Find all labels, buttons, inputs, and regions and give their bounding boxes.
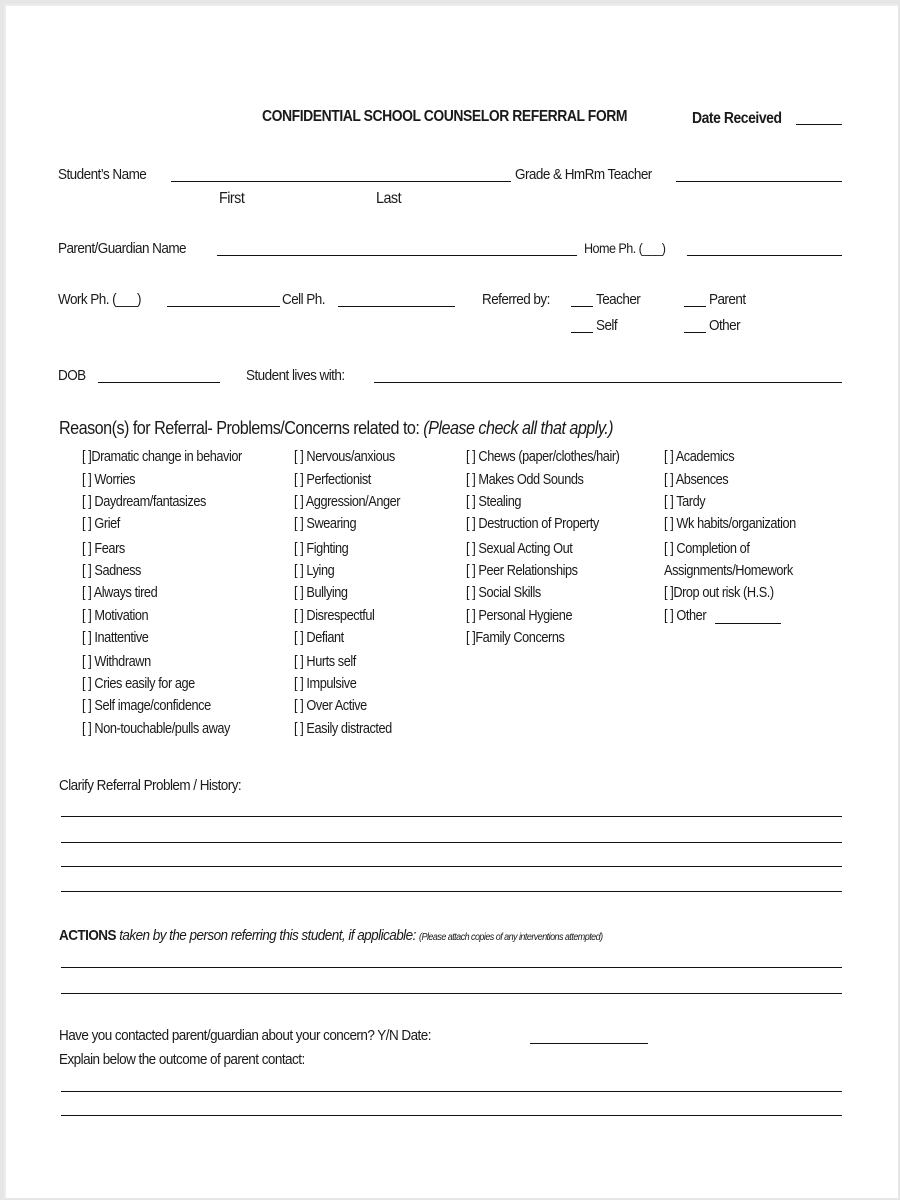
clarify-line-2[interactable] — [61, 842, 842, 843]
checkbox-item[interactable]: [ ] Sexual Acting Out — [466, 541, 573, 557]
checkbox-item[interactable]: [ ] Destruction of Property — [466, 516, 599, 532]
student-name-field[interactable] — [171, 181, 511, 182]
clarify-label: Clarify Referral Problem / History: — [59, 777, 242, 794]
home-phone-label: Home Ph. (___) — [584, 240, 666, 256]
referred-other-option: Other — [709, 317, 741, 334]
checkbox-item[interactable]: [ ] Other — [664, 608, 707, 624]
checkbox-item[interactable]: [ ] Makes Odd Sounds — [466, 472, 584, 488]
cell-phone-label: Cell Ph. — [282, 291, 325, 308]
grade-teacher-label: Grade & HmRm Teacher — [515, 166, 652, 183]
checkbox-item[interactable]: [ ]Dramatic change in behavior — [82, 449, 242, 465]
checkbox-item[interactable]: [ ] Nervous/anxious — [294, 449, 395, 465]
grade-teacher-field[interactable] — [676, 181, 842, 182]
checkbox-item[interactable]: [ ] Absences — [664, 472, 729, 488]
work-phone-field[interactable] — [167, 306, 280, 307]
parent-contact-explain-label: Explain below the outcome of parent contact: — [59, 1051, 305, 1068]
referred-teacher-option: Teacher — [596, 291, 641, 308]
checkbox-item[interactable]: [ ] Disrespectful — [294, 608, 375, 624]
referred-self-option: Self — [596, 317, 618, 334]
checkbox-item[interactable]: [ ] Wk habits/organization — [664, 516, 796, 532]
actions-label-bold: ACTIONS — [59, 927, 116, 944]
checkbox-item[interactable]: [ ] Hurts self — [294, 654, 356, 670]
parent-contact-line-2[interactable] — [61, 1115, 842, 1116]
form-title: CONFIDENTIAL SCHOOL COUNSELOR REFERRAL FORM — [262, 108, 628, 125]
checkbox-item[interactable]: [ ] Stealing — [466, 494, 522, 510]
clarify-line-3[interactable] — [61, 866, 842, 867]
other-reason-field[interactable] — [715, 623, 781, 624]
checkbox-item[interactable]: [ ] Non-touchable/pulls away — [82, 721, 230, 737]
referred-parent-blank[interactable] — [684, 306, 706, 307]
checkbox-item[interactable]: [ ] Self image/confidence — [82, 698, 211, 714]
reasons-heading — [59, 418, 613, 439]
checkbox-item[interactable]: [ ] Withdrawn — [82, 654, 151, 670]
form-page — [4, 4, 898, 1198]
checkbox-item[interactable]: [ ] Impulsive — [294, 676, 357, 692]
checkbox-item[interactable]: [ ] Fighting — [294, 541, 349, 557]
checkbox-item[interactable]: [ ] Swearing — [294, 516, 357, 532]
checkbox-item[interactable]: [ ] Bullying — [294, 585, 348, 601]
checkbox-item[interactable]: [ ] Academics — [664, 449, 735, 465]
referred-other-blank[interactable] — [684, 332, 706, 333]
checkbox-item[interactable]: [ ] Lying — [294, 563, 335, 579]
parent-contact-question: Have you contacted parent/guardian about your concern? Y/N Date: — [59, 1027, 431, 1044]
checkbox-item[interactable]: [ ] Daydream/fantasizes — [82, 494, 206, 510]
dob-field[interactable] — [98, 382, 220, 383]
parent-guardian-field[interactable] — [217, 255, 577, 256]
checkbox-item[interactable]: [ ]Drop out risk (H.S.) — [664, 585, 774, 601]
student-name-label: Student’s Name — [58, 166, 147, 183]
reasons-heading-text: Reason(s) for Referral- Problems/Concerns related to: — [59, 418, 420, 438]
checkbox-item[interactable]: [ ] Peer Relationships — [466, 563, 578, 579]
checkbox-item[interactable]: [ ] Completion of — [664, 541, 750, 557]
checkbox-item[interactable]: [ ] Social Skills — [466, 585, 541, 601]
parent-guardian-label: Parent/Guardian Name — [58, 240, 187, 257]
referred-teacher-blank[interactable] — [571, 306, 593, 307]
referred-self-blank[interactable] — [571, 332, 593, 333]
actions-note: (Please attach copies of any interventions attempted) — [419, 932, 603, 943]
checkbox-item[interactable]: [ ] Over Active — [294, 698, 367, 714]
actions-label-italic: taken by the person referring this student, if applicable: — [119, 927, 416, 944]
dob-label: DOB — [58, 367, 86, 384]
lives-with-label: Student lives with: — [246, 367, 345, 384]
home-phone-field[interactable] — [687, 255, 842, 256]
referred-by-label: Referred by: — [482, 291, 550, 308]
date-received-label: Date Received — [692, 110, 782, 127]
last-name-caption: Last — [376, 190, 402, 207]
checkbox-item[interactable]: [ ] Easily distracted — [294, 721, 392, 737]
referred-parent-option: Parent — [709, 291, 746, 308]
lives-with-field[interactable] — [374, 382, 842, 383]
checkbox-item[interactable]: [ ] Perfectionist — [294, 472, 371, 488]
actions-line-2[interactable] — [61, 993, 842, 994]
checkbox-item[interactable]: [ ] Personal Hygiene — [466, 608, 573, 624]
checkbox-item[interactable]: [ ] Tardy — [664, 494, 706, 510]
checkbox-item-continuation: Assignments/Homework — [664, 563, 793, 579]
clarify-line-4[interactable] — [61, 891, 842, 892]
parent-contact-line-1[interactable] — [61, 1091, 842, 1092]
checkbox-item[interactable]: [ ] Defiant — [294, 630, 344, 646]
checkbox-item[interactable]: [ ] Cries easily for age — [82, 676, 195, 692]
clarify-line-1[interactable] — [61, 816, 842, 817]
checkbox-item[interactable]: [ ] Chews (paper/clothes/hair) — [466, 449, 620, 465]
checkbox-item[interactable]: [ ] Aggression/Anger — [294, 494, 401, 510]
actions-line-1[interactable] — [61, 967, 842, 968]
checkbox-item[interactable]: [ ] Fears — [82, 541, 125, 557]
checkbox-item[interactable]: [ ] Inattentive — [82, 630, 149, 646]
date-received-field[interactable] — [796, 124, 842, 125]
first-name-caption: First — [219, 190, 245, 207]
checkbox-item[interactable]: [ ] Worries — [82, 472, 136, 488]
cell-phone-field[interactable] — [338, 306, 455, 307]
checkbox-item[interactable]: [ ] Sadness — [82, 563, 142, 579]
parent-contact-date-field[interactable] — [530, 1043, 648, 1044]
checkbox-item[interactable]: [ ] Motivation — [82, 608, 149, 624]
work-phone-label: Work Ph. (___) — [58, 291, 141, 308]
checkbox-item[interactable]: [ ]Family Concerns — [466, 630, 565, 646]
checkbox-item[interactable]: [ ] Grief — [82, 516, 120, 532]
actions-label — [59, 927, 603, 944]
checkbox-item[interactable]: [ ] Always tired — [82, 585, 158, 601]
reasons-heading-note: (Please check all that apply.) — [423, 418, 614, 438]
